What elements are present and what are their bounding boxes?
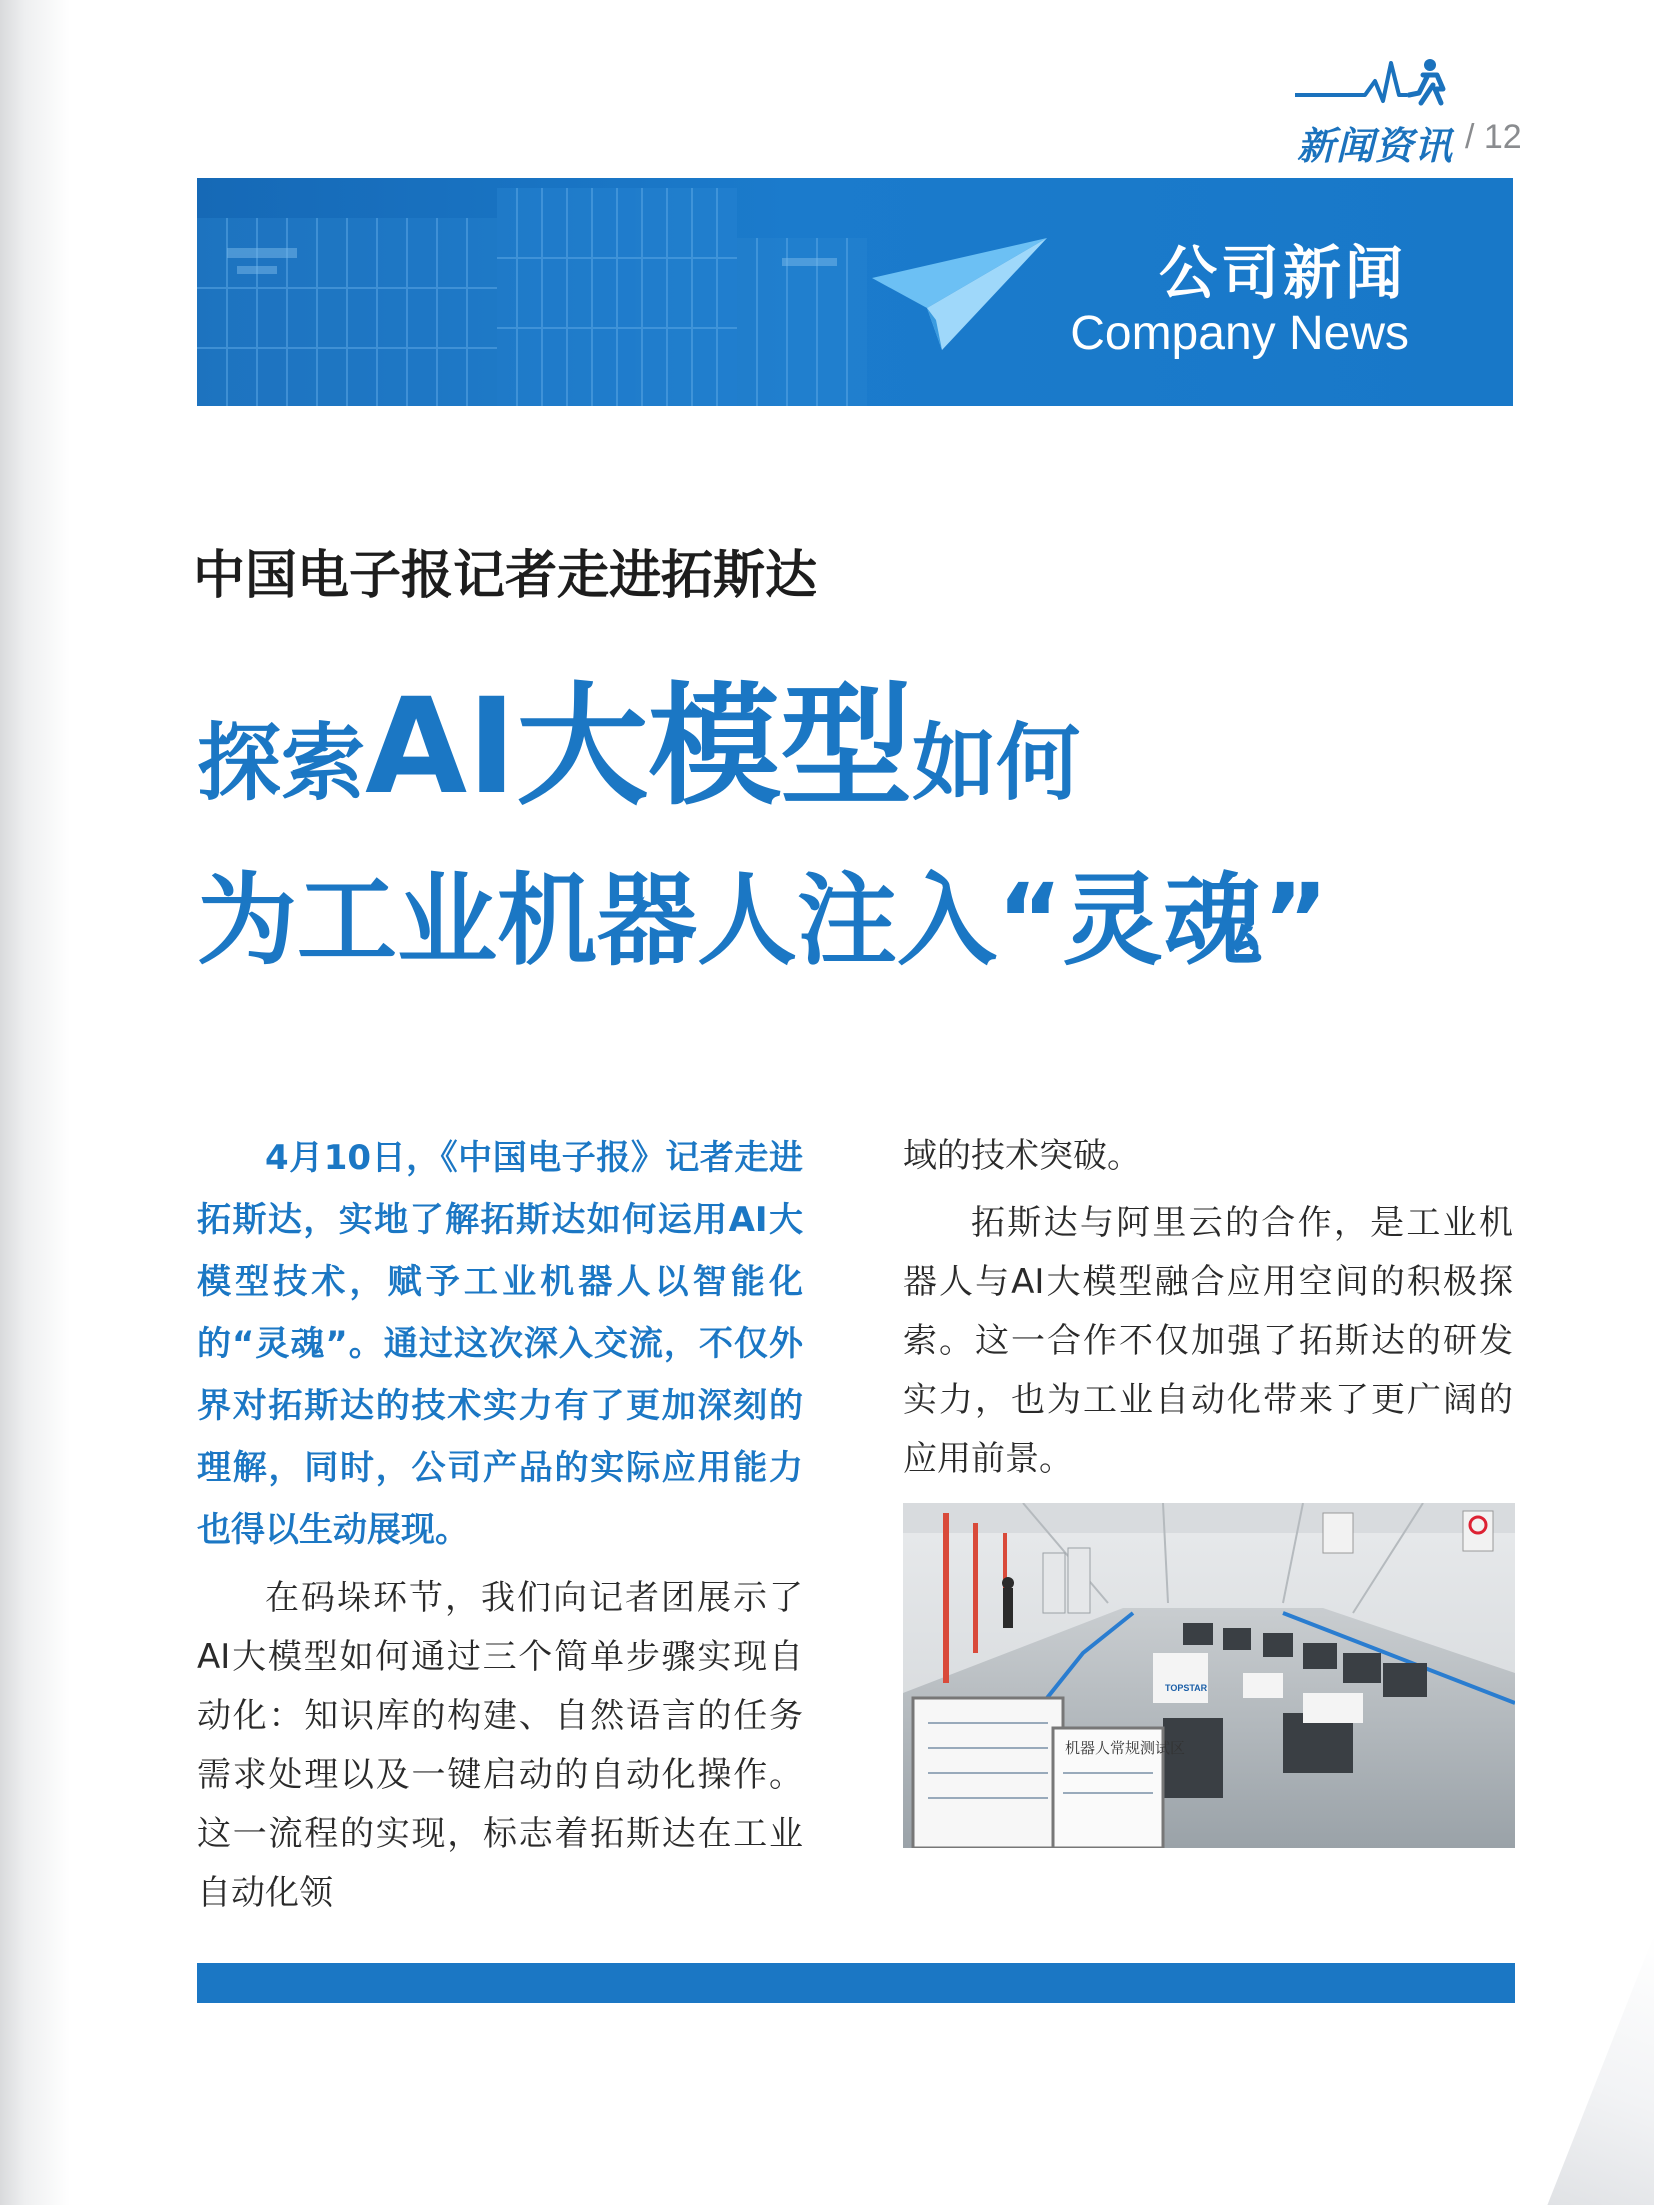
banner-title-en: Company News [1070, 307, 1409, 360]
paper-plane-icon [872, 238, 1052, 358]
left-column [197, 1127, 803, 1923]
page-number: / 12 [1465, 118, 1522, 156]
pulse-runner-icon [1295, 55, 1455, 107]
banner-title-cn: 公司新闻 [1158, 239, 1407, 307]
article-kicker: 中国电子报记者走进拓斯达 [193, 546, 818, 606]
photo-sign-text: 机器人常规测试区 [1065, 1739, 1186, 1757]
page-curl [1524, 1935, 1654, 2205]
photo-robot-brand: TOPSTAR [1165, 1683, 1208, 1693]
right-column [903, 1127, 1513, 1489]
body-paragraph: 拓斯达与阿里云的合作，是工业机器人与AI大模型融合应用空间的积极探索。这一合作不仅加强了拓斯达的研发实力，也为工业自动化带来了更广阔的应用前景。 [903, 1203, 1513, 1479]
lead-paragraph: 4月10日，《中国电子报》记者走进拓斯达，实地了解拓斯达如何运用AI大模型技术，赋予工业机器人以智能化的“灵魂”。通过这次深入交流，不仅外界对拓斯达的技术实力有了更加深刻的理解，同时，公司产品的实际应用能力也得以生动展现。 [197, 1138, 803, 1550]
headline-line-2 [197, 840, 1328, 984]
headline-line-2-text: 为工业机器人注入“灵魂” [197, 862, 1329, 979]
body-paragraph: 在码垛环节，我们向记者团展示了AI大模型如何通过三个简单步骤实现自动化：知识库的构建、自然语言的任务需求处理以及一键启动的自动化操作。这一流程的实现，标志着拓斯达在工业自动化领 [197, 1578, 803, 1913]
headline-line-1 [197, 640, 1080, 830]
page-spine-shadow [0, 0, 70, 2205]
footer-bar [197, 1963, 1515, 2003]
body-paragraph-continued: 域的技术突破。 [903, 1136, 1141, 1176]
company-news-banner [197, 178, 1513, 406]
section-name: 新闻资讯 [1297, 124, 1454, 168]
headline-part: 探索 [197, 714, 366, 812]
headline-part-emphasis: AI大模型 [365, 670, 913, 824]
section-mark [1295, 55, 1535, 168]
factory-photo [903, 1503, 1515, 1848]
headline-part: 如何 [912, 714, 1081, 812]
